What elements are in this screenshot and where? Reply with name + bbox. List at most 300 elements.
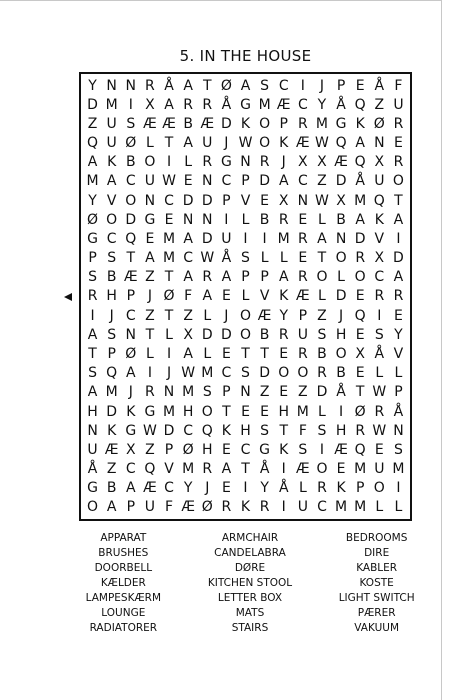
grid-cell: L <box>184 154 193 171</box>
grid-cell: Å <box>87 461 98 478</box>
grid-cell: G <box>259 441 271 458</box>
grid-cell: I <box>281 461 286 478</box>
grid-cell: Æ <box>276 96 291 113</box>
grid-cell: O <box>316 461 328 478</box>
word-list-item: VAKUUM <box>354 622 400 634</box>
grid-cell: D <box>259 365 270 382</box>
grid-cell: R <box>202 269 213 286</box>
grid-cell: C <box>183 250 194 267</box>
grid-cell: R <box>87 288 98 305</box>
grid-cell: L <box>203 307 212 324</box>
grid-cell: T <box>126 250 136 267</box>
grid-cell: T <box>279 422 288 439</box>
grid-cell: L <box>165 326 173 343</box>
grid-cell: J <box>224 307 229 324</box>
grid-cell: Å <box>259 461 270 478</box>
grid-cell: I <box>300 77 305 94</box>
grid-cell: V <box>164 461 174 478</box>
grid-cell: U <box>144 499 156 516</box>
page-title: 5. IN THE HOUSE <box>179 47 312 65</box>
grid-cell: R <box>297 230 308 247</box>
grid-cell: Å <box>221 250 232 267</box>
grid-cell: R <box>278 211 289 228</box>
grid-cell: A <box>183 269 193 286</box>
top-page-rule <box>0 0 441 1</box>
grid-cell: Å <box>336 384 346 401</box>
grid-cell: R <box>297 115 308 132</box>
grid-cell: Å <box>278 480 289 497</box>
grid-cell: I <box>224 211 229 228</box>
grid-cell: E <box>355 288 365 305</box>
grid-cell: E <box>279 384 289 401</box>
grid-cell: R <box>278 326 289 343</box>
grid-cell: P <box>355 480 365 497</box>
grid-cell: O <box>125 192 137 209</box>
grid-cell: S <box>107 326 117 343</box>
grid-cell: X <box>317 154 327 171</box>
grid-cell: U <box>106 135 117 152</box>
grid-cell: R <box>374 288 385 305</box>
grid-cell: K <box>279 135 289 152</box>
grid-cell: J <box>339 307 344 324</box>
grid-cell: B <box>183 115 193 132</box>
grid-cell: M <box>201 365 214 382</box>
grid-cell: W <box>372 384 387 401</box>
word-list-item: MATS <box>235 607 265 619</box>
grid-cell: P <box>394 384 403 401</box>
grid-cell: A <box>393 211 404 228</box>
grid-cell: L <box>337 269 345 286</box>
word-list-item: BEDROOMS <box>345 532 408 544</box>
grid-cell: O <box>278 365 290 382</box>
grid-cell: U <box>106 115 117 132</box>
grid-cell: P <box>260 269 269 286</box>
grid-cell: R <box>221 499 232 516</box>
grid-cell: W <box>142 422 157 439</box>
grid-cell: V <box>259 288 270 305</box>
grid-cell: R <box>259 499 270 516</box>
grid-cell: X <box>374 250 385 267</box>
grid-cell: K <box>279 288 289 305</box>
grid-cell: R <box>145 77 155 94</box>
grid-cell: K <box>336 480 346 497</box>
grid-cell: S <box>393 441 403 458</box>
grid-cell: M <box>335 499 348 516</box>
grid-cell: L <box>298 480 307 497</box>
grid-cell: R <box>393 154 404 171</box>
grid-cell: C <box>278 77 289 94</box>
grid-cell: H <box>106 288 117 305</box>
grid-cell: Æ <box>200 115 215 132</box>
grid-cell: Q <box>201 422 213 439</box>
grid-cell: J <box>224 135 229 152</box>
grid-cell: E <box>183 173 193 190</box>
grid-cell: C <box>183 422 194 439</box>
grid-cell: R <box>317 480 327 497</box>
grid-cell: T <box>317 250 327 267</box>
grid-cell: W <box>315 192 329 209</box>
grid-cell: Y <box>88 192 97 209</box>
grid-cell: D <box>182 192 194 209</box>
grid-cell: Z <box>106 461 117 478</box>
grid-cell: B <box>336 211 346 228</box>
grid-cell: G <box>144 403 156 420</box>
grid-cell: K <box>279 441 289 458</box>
word-list-item: CANDELABRA <box>214 547 286 559</box>
grid-cell: T <box>394 192 403 209</box>
grid-cell: L <box>203 346 212 362</box>
grid-cell: Ø <box>354 403 366 420</box>
grid-cell: N <box>163 384 175 401</box>
grid-cell: A <box>202 288 213 305</box>
grid-cell: M <box>354 499 367 516</box>
grid-cell: A <box>183 230 193 247</box>
grid-cell: Z <box>298 384 308 401</box>
grid-cell: Z <box>145 269 155 286</box>
grid-cell: H <box>240 422 251 439</box>
grid-cell: L <box>279 250 288 267</box>
grid-cell: O <box>87 499 99 516</box>
grid-cell: K <box>355 115 365 132</box>
grid-cell: E <box>355 365 365 382</box>
grid-cell: T <box>241 346 250 362</box>
grid-cell: L <box>146 135 154 152</box>
grid-cell: A <box>106 499 117 516</box>
grid-cell: Å <box>393 403 404 420</box>
grid-cell: T <box>355 384 365 401</box>
grid-cell: P <box>222 192 231 209</box>
grid-cell: E <box>221 346 231 362</box>
grid-cell: Æ <box>296 288 310 305</box>
grid-cell: U <box>297 326 308 343</box>
grid-cell: V <box>240 192 251 209</box>
grid-cell: N <box>297 192 309 209</box>
grid-cell: R <box>202 96 213 113</box>
grid-cell: Y <box>183 480 193 497</box>
word-list-item: LETTER BOX <box>217 592 283 604</box>
grid-cell: J <box>319 77 325 94</box>
grid-cell: S <box>260 422 270 439</box>
right-page-rule <box>441 0 442 700</box>
grid-cell: K <box>221 422 231 439</box>
grid-cell: A <box>126 480 136 497</box>
grid-cell: T <box>241 461 250 478</box>
grid-cell: L <box>318 403 326 420</box>
grid-cell: Y <box>260 480 269 497</box>
grid-cell: D <box>335 288 347 305</box>
grid-cell: Æ <box>334 441 348 458</box>
grid-cell: R <box>317 365 327 382</box>
grid-cell: U <box>202 135 213 152</box>
grid-cell: P <box>222 384 231 401</box>
grid-cell: Æ <box>296 461 310 478</box>
grid-cell: R <box>374 403 385 420</box>
grid-cell: Æ <box>123 269 138 286</box>
grid-cell: I <box>243 230 248 247</box>
grid-cell: L <box>394 499 403 516</box>
grid-cell: J <box>128 384 133 401</box>
grid-cell: T <box>88 346 97 362</box>
grid-cell: A <box>278 269 289 286</box>
grid-cell: I <box>396 230 401 247</box>
grid-cell: U <box>374 461 385 478</box>
grid-cell: A <box>87 326 98 343</box>
grid-cell: O <box>335 250 347 267</box>
grid-cell: S <box>241 250 250 267</box>
grid-cell: M <box>162 250 176 267</box>
grid-cell: H <box>87 403 98 420</box>
grid-cell: H <box>201 441 213 458</box>
grid-cell: H <box>335 326 347 343</box>
grid-cell: R <box>202 154 213 171</box>
grid-cell: K <box>240 115 251 132</box>
grid-cell: J <box>147 288 152 305</box>
grid-cell: U <box>393 96 404 113</box>
grid-cell: D <box>259 173 270 190</box>
grid-cell: R <box>355 422 366 439</box>
grid-cell: U <box>144 173 156 190</box>
grid-cell: D <box>163 422 175 439</box>
grid-cell: R <box>202 461 213 478</box>
grid-cell: H <box>182 403 194 420</box>
grid-cell: A <box>145 250 155 267</box>
grid-cell: X <box>125 441 136 458</box>
grid-cell: Q <box>335 135 347 152</box>
grid-cell: T <box>145 326 155 343</box>
grid-cell: N <box>182 211 194 228</box>
grid-cell: E <box>298 250 308 267</box>
grid-cell: J <box>205 480 210 497</box>
grid-cell: X <box>355 346 365 362</box>
grid-cell: X <box>336 192 346 209</box>
grid-cell: U <box>87 441 98 458</box>
grid-cell: G <box>87 480 98 497</box>
grid-cell: B <box>317 346 327 362</box>
grid-cell: Q <box>354 154 366 171</box>
grid-cell: C <box>221 365 232 382</box>
grid-cell: E <box>221 480 231 497</box>
grid-cell: Ø <box>201 499 213 516</box>
grid-cell: E <box>374 441 384 458</box>
grid-cell: E <box>221 288 231 305</box>
grid-cell: Q <box>354 96 366 113</box>
grid-cell: S <box>317 422 327 439</box>
grid-cell: W <box>238 135 253 152</box>
grid-cell: O <box>239 326 251 343</box>
grid-cell: B <box>106 480 117 497</box>
grid-cell: O <box>392 173 404 190</box>
word-list-item: KÆLDER <box>100 577 146 589</box>
grid-cell: R <box>355 250 366 267</box>
grid-cell: B <box>106 269 117 286</box>
word-list-item: PÆRER <box>357 607 396 619</box>
grid-cell: A <box>106 173 117 190</box>
grid-cell: E <box>145 230 155 247</box>
grid-cell: Æ <box>143 115 157 132</box>
grid-cell: P <box>241 269 250 286</box>
grid-cell: X <box>278 192 289 209</box>
grid-cell: I <box>90 307 95 324</box>
grid-cell: R <box>297 346 308 362</box>
grid-cell: P <box>298 307 308 324</box>
grid-cell: Ø <box>373 115 385 132</box>
grid-cell: Z <box>145 307 155 324</box>
grid-cell: Y <box>394 326 403 343</box>
grid-cell: C <box>164 480 174 497</box>
grid-cell: V <box>374 230 385 247</box>
grid-cell: F <box>184 288 193 305</box>
grid-cell: L <box>241 211 250 228</box>
grid-cell: S <box>88 365 97 382</box>
grid-cell: D <box>335 173 347 190</box>
grid-cell: N <box>240 384 251 401</box>
grid-cell: I <box>166 346 172 362</box>
grid-cell: N <box>125 326 137 343</box>
word-list <box>60 531 440 635</box>
grid-cell: A <box>221 269 232 286</box>
grid-cell: P <box>88 250 97 267</box>
grid-cell: G <box>240 96 251 113</box>
word-list-item: DOORBELL <box>94 562 153 574</box>
grid-cell: P <box>279 115 288 132</box>
grid-cell: G <box>220 154 232 171</box>
grid-cell: U <box>221 230 232 247</box>
grid-cell: M <box>354 192 367 209</box>
grid-cell: D <box>220 326 232 343</box>
grid-cell: A <box>355 135 365 152</box>
grid-cell: N <box>393 422 404 439</box>
grid-cell: B <box>259 326 270 343</box>
grid-cell: S <box>374 326 384 343</box>
grid-cell: D <box>316 384 328 401</box>
grid-cell: R <box>393 115 404 132</box>
grid-cell: T <box>164 307 174 324</box>
grid-cell: S <box>202 384 212 401</box>
grid-cell: V <box>106 192 117 209</box>
arrow-marker-icon <box>64 293 72 301</box>
grid-cell: L <box>260 250 269 267</box>
grid-cell: Æ <box>162 115 176 132</box>
word-list-item: STAIRS <box>231 622 269 634</box>
grid-cell: P <box>126 499 136 516</box>
grid-cell: Q <box>354 441 366 458</box>
grid-cell: Q <box>106 365 118 382</box>
grid-cell: W <box>181 365 196 382</box>
grid-cell: D <box>87 96 98 113</box>
grid-cell: G <box>335 115 347 132</box>
grid-cell: M <box>182 461 195 478</box>
grid-cell: Y <box>88 77 97 94</box>
grid-cell: Z <box>145 441 155 458</box>
grid-cell: S <box>126 115 136 132</box>
grid-cell: M <box>354 461 367 478</box>
grid-cell: A <box>183 77 193 94</box>
grid-cell: E <box>355 77 365 94</box>
grid-cell: F <box>164 499 174 516</box>
grid-cell: O <box>335 346 347 362</box>
grid-cell: T <box>164 269 174 286</box>
grid-cell: I <box>166 154 172 171</box>
grid-cell: C <box>297 96 308 113</box>
grid-cell: I <box>147 365 152 382</box>
grid-cell: Z <box>87 115 98 132</box>
grid-cell: K <box>126 403 136 420</box>
grid-cell: V <box>393 346 404 362</box>
word-list-item: LOUNGE <box>101 607 146 619</box>
grid-cell: B <box>125 154 136 171</box>
grid-cell: Q <box>144 461 156 478</box>
grid-cell: D <box>201 326 213 343</box>
grid-cell: S <box>88 269 97 286</box>
grid-cell: M <box>182 384 195 401</box>
grid-cell: A <box>164 96 174 113</box>
grid-cell: X <box>183 326 193 343</box>
grid-cell: P <box>107 346 116 362</box>
grid-cell: E <box>221 441 231 458</box>
grid-cell: C <box>125 307 136 324</box>
grid-cell: D <box>106 403 118 420</box>
grid-cell: I <box>377 307 382 324</box>
grid-cell: M <box>258 96 271 113</box>
grid-cell: Å <box>336 96 346 113</box>
word-list-item: BRUSHES <box>98 547 149 559</box>
grid-cell: S <box>241 365 250 382</box>
grid-cell: N <box>87 422 98 439</box>
grid-cell: O <box>259 135 271 152</box>
grid-cell: O <box>373 480 385 497</box>
grid-cell: R <box>259 154 270 171</box>
grid-cell: U <box>297 499 308 516</box>
grid-cell: D <box>125 211 137 228</box>
grid-cell: D <box>201 192 213 209</box>
grid-cell: K <box>374 211 384 228</box>
grid-cell: N <box>202 211 213 228</box>
grid-cell: J <box>166 365 172 382</box>
grid-cell: E <box>394 307 403 324</box>
grid-cell: M <box>105 384 118 401</box>
grid-cell: K <box>240 499 251 516</box>
grid-cell: K <box>107 422 117 439</box>
grid-cell: W <box>315 135 329 152</box>
grid-cell: A <box>221 461 232 478</box>
grid-cell: M <box>315 115 328 132</box>
grid-cell: Z <box>317 173 327 190</box>
grid-cell: C <box>221 173 232 190</box>
grid-cell: W <box>372 422 387 439</box>
grid-cell: N <box>240 154 251 171</box>
grid-cell: L <box>375 365 384 382</box>
grid-cell: C <box>164 192 174 209</box>
grid-cell: T <box>222 403 231 420</box>
grid-cell: Å <box>374 77 385 94</box>
grid-cell: O <box>239 307 251 324</box>
grid-cell: A <box>183 135 193 152</box>
grid-cell: N <box>202 173 213 190</box>
grid-cell: L <box>146 346 154 362</box>
grid-cell: Z <box>259 384 270 401</box>
grid-cell: O <box>354 269 366 286</box>
grid-cell: Æ <box>181 499 195 516</box>
grid-cell: E <box>298 211 308 228</box>
grid-cell: I <box>128 96 133 113</box>
grid-cell: E <box>355 326 365 343</box>
grid-cell: N <box>125 77 137 94</box>
grid-cell: X <box>374 154 385 171</box>
grid-cell: A <box>87 384 98 401</box>
grid-cell: Å <box>355 173 365 190</box>
grid-cell: W <box>200 250 215 267</box>
grid-cell: O <box>201 403 213 420</box>
